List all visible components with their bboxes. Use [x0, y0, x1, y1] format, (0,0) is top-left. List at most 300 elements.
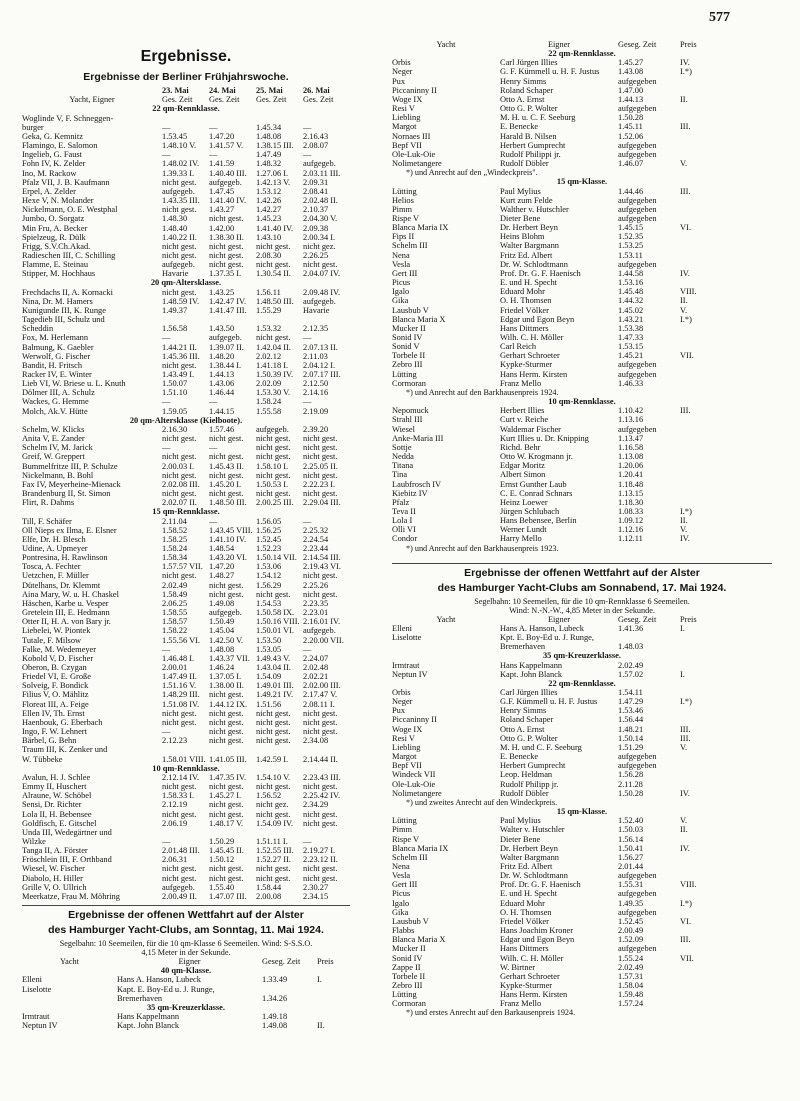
- table-cell: Anke-Maria III: [392, 433, 444, 443]
- table-cell: Ernst Gunther Laub: [500, 479, 567, 489]
- table-cell: —: [162, 150, 171, 160]
- table-cell: 1.56.11: [256, 287, 281, 297]
- table-cell: 1.51.56: [256, 699, 282, 709]
- table-row: [22, 132, 350, 141]
- table-cell: Woge IX: [392, 94, 423, 104]
- table-cell: 2.02.48: [303, 663, 329, 672]
- table-cell: nicht gest.: [209, 470, 244, 480]
- table-cell: 2.02.48 II.: [303, 196, 338, 206]
- table-row: [392, 688, 772, 697]
- table-cell: —: [209, 516, 218, 526]
- table-row: [22, 397, 350, 406]
- table-cell: [680, 688, 710, 697]
- table-cell: [680, 104, 710, 113]
- table-cell: 1.48.30: [162, 214, 188, 224]
- table-cell: 1.56.25: [256, 525, 282, 535]
- table-cell: I.: [680, 669, 685, 679]
- table-cell: 1.53.45: [162, 131, 188, 141]
- table-cell: nicht gest.: [209, 864, 244, 874]
- table-row: [392, 425, 772, 434]
- table-cell: 1.49.37: [162, 305, 188, 315]
- table-row: [392, 498, 772, 507]
- table-cell: 1.39.07 II.: [209, 342, 244, 352]
- table-cell: V.: [680, 742, 688, 752]
- table-cell: 1.56.58: [162, 324, 188, 334]
- table-row: [392, 187, 772, 196]
- table-cell: 1.52.45: [256, 534, 282, 544]
- table-cell: 2.00.08: [256, 891, 282, 901]
- table-row: [22, 343, 350, 352]
- table-row: [22, 562, 350, 571]
- table-cell: 1.45.11: [618, 122, 643, 132]
- table-cell: 2.11.03: [303, 351, 328, 361]
- table-cell: aufgegeben: [618, 752, 657, 762]
- table-cell: nicht gez.: [303, 241, 336, 251]
- table-row: [22, 352, 350, 361]
- table-row: [392, 306, 772, 315]
- table-cell: Min Fru, A. Becker: [22, 223, 88, 233]
- table-cell: 1.53.50: [256, 635, 282, 645]
- class-heading: 22 qm-Rennklasse.: [548, 49, 616, 59]
- table-cell: Margot: [392, 752, 417, 762]
- table-cell: 1.48.50 III.: [209, 498, 247, 508]
- table-cell: Pfalz VII, J. B. Kaufmann: [22, 177, 110, 187]
- table-cell: aufgegeben: [618, 104, 657, 114]
- table-cell: 1.48.40: [162, 223, 188, 233]
- table-cell: 1.47.49: [256, 150, 282, 160]
- table-cell: [262, 985, 317, 994]
- table-cell: 1.47.45: [209, 186, 235, 196]
- table-cell: [256, 745, 303, 754]
- table-cell: 1.13.15: [618, 488, 644, 498]
- table-row: [392, 835, 772, 844]
- table-cell: Neptun IV: [22, 1021, 58, 1031]
- table-row: [22, 1021, 350, 1030]
- table-row: [392, 351, 772, 360]
- table-cell: 1.59.48: [618, 990, 644, 1000]
- table-cell: —: [303, 150, 312, 160]
- table-row: [22, 975, 350, 984]
- table-cell: Dieter Bene: [500, 213, 541, 223]
- table-cell: 1.53.16: [618, 278, 644, 288]
- table-cell: [680, 214, 710, 223]
- table-cell: Vesla: [392, 259, 411, 269]
- table-cell: Dr. W. Schlodtmann: [500, 259, 568, 269]
- table-cell: 1.49.08: [262, 1021, 288, 1031]
- table-row: [392, 789, 772, 798]
- table-cell: 2.02.07 II.: [162, 498, 197, 508]
- table-row: [22, 590, 350, 599]
- table-cell: Cormoran: [392, 378, 426, 388]
- table-cell: Tanga II, A. Förster: [22, 846, 88, 856]
- table-cell: [317, 994, 347, 1003]
- table-cell: —: [162, 333, 171, 343]
- header-cell: 23. Mai: [162, 86, 189, 96]
- table-cell: Otto A. Ernst: [500, 724, 545, 734]
- table-cell: 1.47.33: [618, 333, 644, 342]
- section-title-alster-1b: des Hamburger Yacht-Clubs, am Sonntag, 11. Mai 1924.: [48, 924, 324, 937]
- header-cell: Eigner: [547, 40, 571, 49]
- table-cell: Wilh. C. H. Möller: [500, 953, 564, 963]
- table-cell: Roland Schaper: [500, 715, 554, 725]
- table-cell: 1.43.37 VII.: [209, 653, 250, 663]
- table-cell: Rudolf Philipp jr.: [500, 779, 559, 789]
- header-cell: Eigner: [547, 614, 571, 624]
- alster-1-results: [22, 966, 350, 1030]
- table-cell: M. H. u. C. F. Seeburg: [500, 113, 576, 123]
- table-cell: [680, 498, 710, 507]
- table-cell: 1.12.11: [618, 534, 643, 544]
- table-cell: 1.18.48: [618, 479, 644, 489]
- table-cell: Hans Joachim Kroner: [500, 926, 574, 936]
- table-row: [392, 670, 772, 679]
- table-cell: —: [209, 397, 218, 407]
- table-cell: 1.45.15: [618, 223, 644, 233]
- table-cell: nicht gest.: [162, 470, 197, 480]
- table-cell: 2.02.21: [303, 672, 329, 682]
- table-cell: nicht gest.: [256, 241, 291, 251]
- table-cell: aufgegeben: [618, 195, 657, 205]
- table-cell: Bepf VII: [392, 761, 422, 771]
- table-cell: 1.41.59: [209, 159, 235, 169]
- table-cell: Nickelmann, O. E. Westphal: [22, 205, 118, 215]
- table-cell: Hans A. Hanson, Lubeck: [117, 975, 201, 985]
- table-row: [392, 251, 772, 260]
- table-row: [22, 205, 350, 214]
- table-cell: nicht gest.: [162, 250, 197, 260]
- table-cell: Herbert Gumprecht: [500, 140, 566, 150]
- table-row: [22, 535, 350, 544]
- table-cell: 1.54.09: [256, 672, 282, 682]
- table-cell: Goldfisch, E. Gitschel: [22, 818, 97, 828]
- table-cell: Nina, Dr. M. Hamers: [22, 296, 93, 306]
- table-row: [392, 434, 772, 443]
- table-cell: 1.52.45: [618, 916, 644, 926]
- table-cell: [680, 889, 710, 898]
- table-cell: nicht gest.: [209, 250, 244, 260]
- table-cell: nicht gest.: [162, 434, 197, 444]
- table-cell: Rispe V: [392, 834, 420, 844]
- table-cell: I.*): [680, 697, 692, 707]
- table-row: [22, 700, 350, 709]
- table-cell: [162, 828, 209, 837]
- table-row: [392, 159, 772, 168]
- table-cell: [680, 370, 710, 379]
- table-cell: 2.22.23 I.: [303, 479, 336, 489]
- table-cell: 1.46.48 I.: [162, 653, 195, 663]
- table-cell: Frigg, S.V.Ch.Akad.: [22, 241, 91, 251]
- table-cell: nicht gest.: [303, 708, 338, 718]
- header-cell: Ges. Zeit: [303, 95, 334, 105]
- berlin-results: [22, 104, 350, 901]
- table-cell: Paul Mylius: [500, 816, 541, 826]
- table-cell: —: [303, 516, 312, 526]
- table-cell: III.: [680, 406, 691, 416]
- table-cell: 2.08.30: [256, 250, 282, 260]
- table-cell: aufgegeb.: [303, 296, 336, 306]
- table-row: [22, 654, 350, 663]
- berlin-header-cols: [22, 95, 350, 104]
- table-row: [392, 908, 772, 917]
- table-cell: 1.42.27: [256, 205, 282, 215]
- table-cell: Gert III: [392, 880, 418, 890]
- table-row: [392, 269, 772, 278]
- table-cell: 2.20.00 VII.: [303, 635, 344, 645]
- table-cell: G. F. Kümmell u. H. F. Justus: [500, 67, 600, 77]
- table-cell: nicht gest.: [209, 717, 244, 727]
- table-cell: 1.50.03: [618, 825, 644, 835]
- table-cell: [680, 871, 710, 880]
- table-cell: 2.04.30 V.: [303, 214, 338, 224]
- table-cell: Mucker II: [392, 323, 426, 333]
- table-cell: 1.45.27: [618, 58, 644, 68]
- table-cell: 1.45.43 II.: [209, 461, 244, 471]
- table-cell: C. E. Conrad Schnars: [500, 488, 573, 498]
- table-cell: Dr. Herbert Beyn: [500, 223, 558, 233]
- table-cell: Nolimetangere: [392, 159, 442, 169]
- table-cell: Leop. Heldman: [500, 770, 553, 780]
- table-cell: Pux: [392, 76, 406, 86]
- table-cell: [680, 835, 710, 844]
- table-cell: Igalo: [392, 287, 410, 297]
- table-cell: 1.43.50: [209, 324, 235, 334]
- table-row: [392, 241, 772, 250]
- table-cell: 1.48.17 V.: [209, 818, 244, 828]
- table-cell: [209, 315, 256, 324]
- table-cell: 2.11.28: [618, 779, 643, 789]
- table-cell: I.: [680, 623, 685, 633]
- table-cell: Eduard Mohr: [500, 898, 545, 908]
- table-cell: [680, 443, 710, 452]
- table-cell: nicht gest.: [162, 782, 197, 792]
- table-row: [22, 544, 350, 553]
- table-cell: [680, 379, 710, 388]
- table-cell: nicht gest.: [209, 690, 244, 700]
- table-cell: [256, 315, 303, 324]
- table-cell: Lausbub V: [392, 305, 429, 315]
- table-row: [22, 333, 350, 342]
- table-cell: nicht gest.: [162, 489, 197, 499]
- table-row: [22, 388, 350, 397]
- table-cell: V.: [680, 305, 688, 315]
- table-row: [392, 315, 772, 324]
- table-cell: VI.: [680, 223, 691, 233]
- table-cell: [680, 990, 710, 999]
- table-cell: Kobold V, D. Fischer: [22, 653, 94, 663]
- table-cell: [256, 114, 303, 123]
- table-row: [22, 626, 350, 635]
- table-cell: Hans Kappelmann: [117, 1012, 180, 1021]
- table-cell: aufgegeben: [618, 424, 657, 434]
- table-cell: 1.50.12: [209, 855, 235, 865]
- table-cell: Fax IV, Meyerheine-Mienack: [22, 479, 121, 489]
- table-cell: 1.45.27 I.: [209, 791, 242, 801]
- table-cell: Kurt zum Felde: [500, 195, 553, 205]
- table-cell: [392, 642, 500, 651]
- table-cell: 1.45.45 II.: [209, 846, 244, 856]
- table-row: [392, 981, 772, 990]
- table-cell: [680, 251, 710, 260]
- table-row: [392, 899, 772, 908]
- table-cell: Wiesel, W. Fischer: [22, 864, 85, 874]
- table-cell: nicht gest.: [162, 360, 197, 370]
- table-cell: nicht gest.: [256, 809, 291, 819]
- table-cell: [680, 452, 710, 461]
- table-cell: Bandit, H. Fritsch: [22, 360, 83, 370]
- table-row: [22, 480, 350, 489]
- table-cell: 1.52.40: [618, 816, 644, 826]
- table-row: [392, 205, 772, 214]
- table-cell: 1.41.40 IV.: [209, 196, 247, 206]
- table-cell: 1.40.22 II.: [162, 232, 197, 242]
- table-cell: 2.29.04 III.: [303, 498, 341, 508]
- table-cell: Blanca Maria X: [392, 314, 446, 324]
- table-cell: W. Birtner: [500, 962, 536, 972]
- table-row: [392, 715, 772, 724]
- table-cell: 1.53.25: [618, 241, 644, 251]
- table-row: [392, 122, 772, 131]
- table-cell: Nornaes III: [392, 131, 431, 141]
- table-cell: aufgegeben: [618, 76, 657, 86]
- table-cell: aufgegeben: [618, 140, 657, 150]
- table-row: [392, 507, 772, 516]
- table-cell: Flamingo, E. Salomon: [22, 141, 98, 151]
- table-cell: 1.33.49: [262, 975, 288, 985]
- table-cell: 1.13.47: [618, 433, 644, 443]
- table-cell: II.: [680, 516, 688, 526]
- table-cell: II.: [680, 825, 688, 835]
- table-cell: 1.48.32: [256, 159, 282, 169]
- table-cell: 2.04.12 I.: [303, 360, 336, 370]
- table-cell: [680, 999, 710, 1008]
- table-cell: Ole-Luk-Oie: [392, 779, 436, 789]
- table-cell: 1.58.24: [162, 543, 188, 553]
- table-cell: nicht gest.: [162, 287, 197, 297]
- table-cell: [680, 963, 710, 972]
- table-row: [22, 224, 350, 233]
- table-cell: nicht gest.: [303, 489, 338, 499]
- table-cell: Lütting: [392, 369, 417, 379]
- table-cell: [680, 324, 710, 333]
- table-cell: Henry Simms: [500, 76, 547, 86]
- table-cell: Stipper, M. Hochhaus: [22, 269, 96, 279]
- table-cell: aufgegeben: [618, 149, 657, 159]
- header-cell: Ges. Zeit: [209, 95, 240, 105]
- table-cell: Sensi, Dr. Richter: [22, 800, 82, 810]
- table-cell: 1.58.04: [618, 981, 644, 990]
- table-cell: Flabbs: [392, 926, 415, 936]
- table-cell: Solveig, F. Bondick: [22, 681, 89, 691]
- table-row: [22, 883, 350, 892]
- table-cell: Schelm IV, M. Jarick: [22, 443, 93, 453]
- table-row: [22, 874, 350, 883]
- table-cell: Friedel Völker: [500, 916, 549, 926]
- table-cell: III.: [680, 733, 691, 743]
- table-cell: Ingelieb, G. Faust: [22, 150, 83, 160]
- table-cell: 1.58.22: [162, 626, 188, 636]
- table-cell: nicht gest.: [303, 717, 338, 727]
- table-cell: 1.46.44: [209, 388, 235, 398]
- table-cell: [680, 434, 710, 443]
- table-cell: Woge IX: [392, 724, 423, 734]
- table-cell: 2.34.15: [303, 891, 329, 901]
- table-row: [22, 169, 350, 178]
- table-cell: 1.55.56 VI.: [162, 635, 200, 645]
- table-cell: 1.52.27 II.: [256, 855, 291, 865]
- table-cell: [680, 480, 710, 489]
- table-cell: Herbert Illies: [500, 406, 545, 416]
- table-cell: Resi V: [392, 104, 415, 114]
- table-cell: [680, 232, 710, 241]
- table-cell: nicht gest.: [303, 434, 338, 444]
- table-cell: Dütelhans, Dr. Klemmt: [22, 580, 101, 590]
- table-row: [22, 196, 350, 205]
- table-cell: nicht gest.: [303, 470, 338, 480]
- table-cell: Diabolo, H. Hiller: [22, 873, 83, 883]
- table-cell: 2.19.09: [303, 406, 329, 416]
- table-cell: 2.09.48 IV.: [303, 287, 341, 297]
- table-cell: 1.48.03: [618, 642, 644, 652]
- table-cell: Sonid IV: [392, 953, 423, 963]
- table-cell: 1.42.04 II.: [256, 342, 291, 352]
- table-cell: nicht gest.: [256, 589, 291, 599]
- table-cell: 1.44.13: [209, 370, 235, 379]
- table-row: [392, 889, 772, 898]
- table-cell: nicht gest.: [256, 736, 291, 746]
- table-row: [22, 159, 350, 168]
- table-cell: 1.53.12: [256, 186, 282, 196]
- table-cell: aufgegeb.: [209, 177, 242, 187]
- table-row: [22, 114, 350, 123]
- table-row: [392, 370, 772, 379]
- table-cell: Liebling: [392, 113, 421, 123]
- table-cell: nicht gest.: [209, 809, 244, 819]
- table-cell: V.: [680, 525, 688, 535]
- table-row: [392, 780, 772, 789]
- table-cell: [209, 114, 256, 123]
- table-cell: Uetzchen, F. Müller: [22, 571, 89, 581]
- table-row: [392, 223, 772, 232]
- table-cell: Jumbo, O. Sorgatz: [22, 214, 85, 224]
- table-cell: [680, 780, 710, 789]
- table-cell: Friedel VI, E. Große: [22, 672, 91, 682]
- table-cell: 1.50.28: [618, 788, 644, 798]
- table-cell: Blanca Maria IX: [392, 843, 449, 853]
- table-cell: Walter Bargmann: [500, 852, 559, 862]
- right-column: [392, 40, 772, 1018]
- table-cell: Rudolf Döbler: [500, 159, 549, 169]
- table-cell: 1.52.06: [618, 131, 644, 141]
- table-cell: Gika: [392, 907, 409, 917]
- table-cell: aufgegeb.: [162, 260, 195, 270]
- table-cell: 1.41.40 IV.: [256, 223, 294, 233]
- class-heading: 20 qm-Altersklasse.: [150, 278, 222, 288]
- table-cell: Neger: [392, 67, 413, 77]
- table-cell: [162, 315, 209, 324]
- table-cell: nicht gest.: [303, 864, 338, 874]
- table-cell: 2.34.08: [303, 736, 329, 746]
- table-cell: 1.38.30 II.: [209, 232, 244, 242]
- table-row: [22, 553, 350, 562]
- table-cell: 2.25.05 II.: [303, 461, 338, 471]
- table-cell: nicht gest.: [303, 782, 338, 792]
- table-cell: 2.02.49: [618, 962, 644, 972]
- table-row: [392, 150, 772, 159]
- table-cell: 1.18.30: [618, 497, 644, 507]
- table-cell: 1.44.15: [209, 406, 235, 416]
- table-cell: Bepf VII: [392, 140, 422, 150]
- table-cell: 1.58.57: [162, 617, 188, 627]
